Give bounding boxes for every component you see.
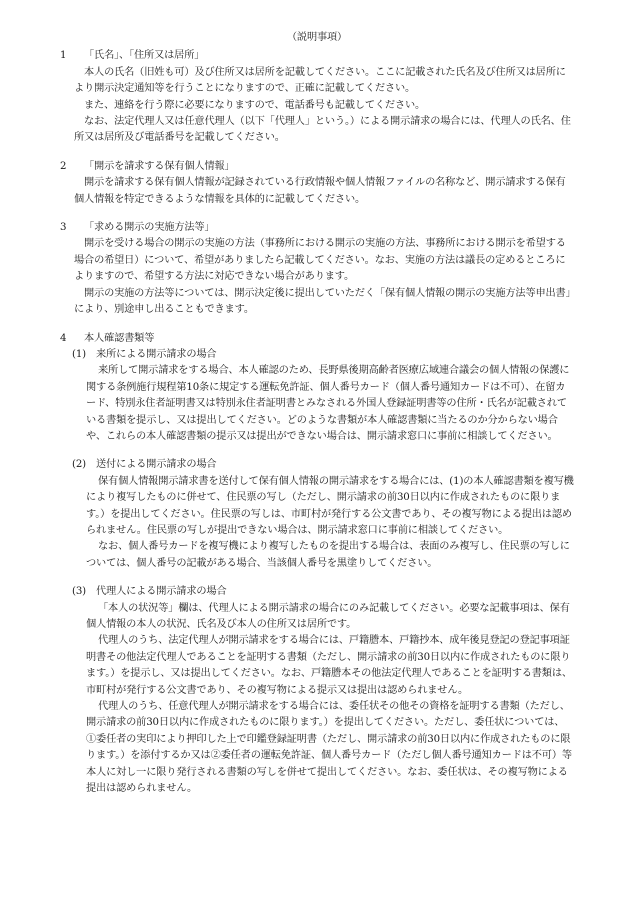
section-heading xyxy=(60,331,574,347)
subsection-heading xyxy=(60,347,574,363)
subsection-agent-request xyxy=(60,584,574,797)
section-name-address xyxy=(60,48,574,146)
paragraph: 代理人のうち、任意代理人が開示請求をする場合には、委任状その他その資格を証明する書類（ただし、開示請求の前30日以内に作成されたものに限ります。）を提出してください。ただし、委任状については、①委任者の実印により押印した上で印鑑登録証明書（ただし、開示請求の前30日以内に作成されたものに限ります。）を添付するか又は②委任者の運転免許証、個人番号カード（ただし個人番号通知カードは不可）等本人に対し一に限り発行される書類の写しを併せて提出してください。なお、委任状は、その複写物による提出は認められません。 xyxy=(86,701,572,795)
subsection-heading xyxy=(60,457,574,473)
subsection-heading xyxy=(60,584,574,600)
subsection-number: (2) xyxy=(72,459,86,471)
paragraph: 開示の実施の方法等については、開示決定後に提出していただく「保有個人情報の開示の実施方法等申出書」により、別途申し出ることもできます。 xyxy=(74,287,571,316)
paragraph: 代理人のうち、法定代理人が開示請求をする場合には、戸籍謄本、戸籍抄本、成年後見登記の登記事項証明書その他法定代理人であることを証明する書類（ただし、開示請求の前30日以内に作成されたものに限ります。）を提示し、又は提出してください。なお、戸籍謄本その他法定代理人であることを証明する書類は、市町村が発行する公文書であり、その複写物による提示又は提出は認められません。 xyxy=(86,635,572,696)
section-heading xyxy=(60,220,574,236)
section-heading xyxy=(60,48,574,64)
section-title: 「求める開示の実施方法等」 xyxy=(84,222,215,234)
section-title: 本人確認書類等 xyxy=(84,332,155,344)
subsection-number: (1) xyxy=(72,348,86,360)
document-title: （説明事項） xyxy=(286,32,348,43)
section-requested-info xyxy=(60,159,574,208)
paragraph: 本人の氏名（旧姓も可）及び住所又は居所を記載してください。ここに記載された氏名及び住所又は居所により開示決定通知等を行うことになりますので、正確に記載してください。 xyxy=(74,66,566,95)
paragraph: なお、法定代理人又は任意代理人（以下「代理人」という。）による開示請求の場合には、代理人の氏名、住所又は居所及び電話番号を記載してください。 xyxy=(74,116,571,144)
section-number: 3 xyxy=(60,222,67,234)
subsection-title: 送付による開示請求の場合 xyxy=(96,459,217,471)
section-number: 4 xyxy=(60,332,67,344)
paragraph: 「本人の状況等」欄は、代理人による開示請求の場合にのみ記載してください。必要な記載事項は、保有個人情報の本人の状況、氏名及び本人の住所又は居所です。 xyxy=(86,602,570,630)
paragraph: 保有個人情報開示請求書を送付して保有個人情報の開示請求をする場合には、(1)の本人確認書類を複写機により複写したものに併せて、住民票の写し（ただし、開示請求の前30日以内に作成されたものに限ります。）を提出してください。住民票の写しは、市町村が発行する公文書であり、その複写物による提出は認められません。住民票の写しが提出できない場合は、開示請求窓口に事前に相談してください。 xyxy=(86,475,574,536)
section-identity-documents xyxy=(60,331,574,798)
section-title: 「氏名」、「住所又は居所」 xyxy=(84,50,205,62)
section-heading xyxy=(60,159,574,175)
section-disclosure-method xyxy=(60,220,574,318)
subsection-number: (3) xyxy=(72,586,86,598)
paragraph: 開示を受ける場合の開示の実施の方法（事務所における開示の実施の方法、事務所における開示を希望する場合の希望日）について、希望がありましたら記載してください。なお、実施の方法は議長の定めるところによりますので、希望する方法に対応できない場合があります。 xyxy=(74,238,566,283)
paragraph: 開示を請求する保有個人情報が記録されている行政情報や個人情報ファイルの名称など、開示請求する保有個人情報を特定できるような情報を具体的に記載してください。 xyxy=(74,177,566,205)
section-number: 1 xyxy=(60,50,67,62)
subsection-title: 代理人による開示請求の場合 xyxy=(96,586,227,598)
paragraph: なお、個人番号カードを複写機により複写したものを提出する場合は、表面のみ複写し、住民票の写しについては、個人番号の記載がある場合、当該個人番号を黒塗りしてください。 xyxy=(86,541,570,569)
paragraph: また、連絡を行う際に必要になりますので、電話番号も記載してください。 xyxy=(84,99,426,111)
subsection-mail-request xyxy=(60,457,574,572)
subsection-visit-request xyxy=(60,347,574,445)
section-title: 「開示を請求する保有個人情報」 xyxy=(84,160,235,172)
paragraph: 来所して開示請求をする場合、本人確認のため、長野県後期高齢者医療広域連合議会の個人情報の保護に関する条例施行規程第10条に規定する運転免許証、個人番号カード（個人番号通知カードは不可）、在留カード、特別永住者証明書又は特別永住者証明書とみなされる外国人登録証明書等の住所・氏名が記載されている書類を提示し、又は提出してください。どのような書類が本人確認書類に当たるのか分からない場合や、これらの本人確認書類の提示又は提出ができない場合は、開示請求窓口に事前に相談してください。 xyxy=(86,365,570,442)
subsection-title: 来所による開示請求の場合 xyxy=(96,348,217,360)
section-number: 2 xyxy=(60,160,67,172)
